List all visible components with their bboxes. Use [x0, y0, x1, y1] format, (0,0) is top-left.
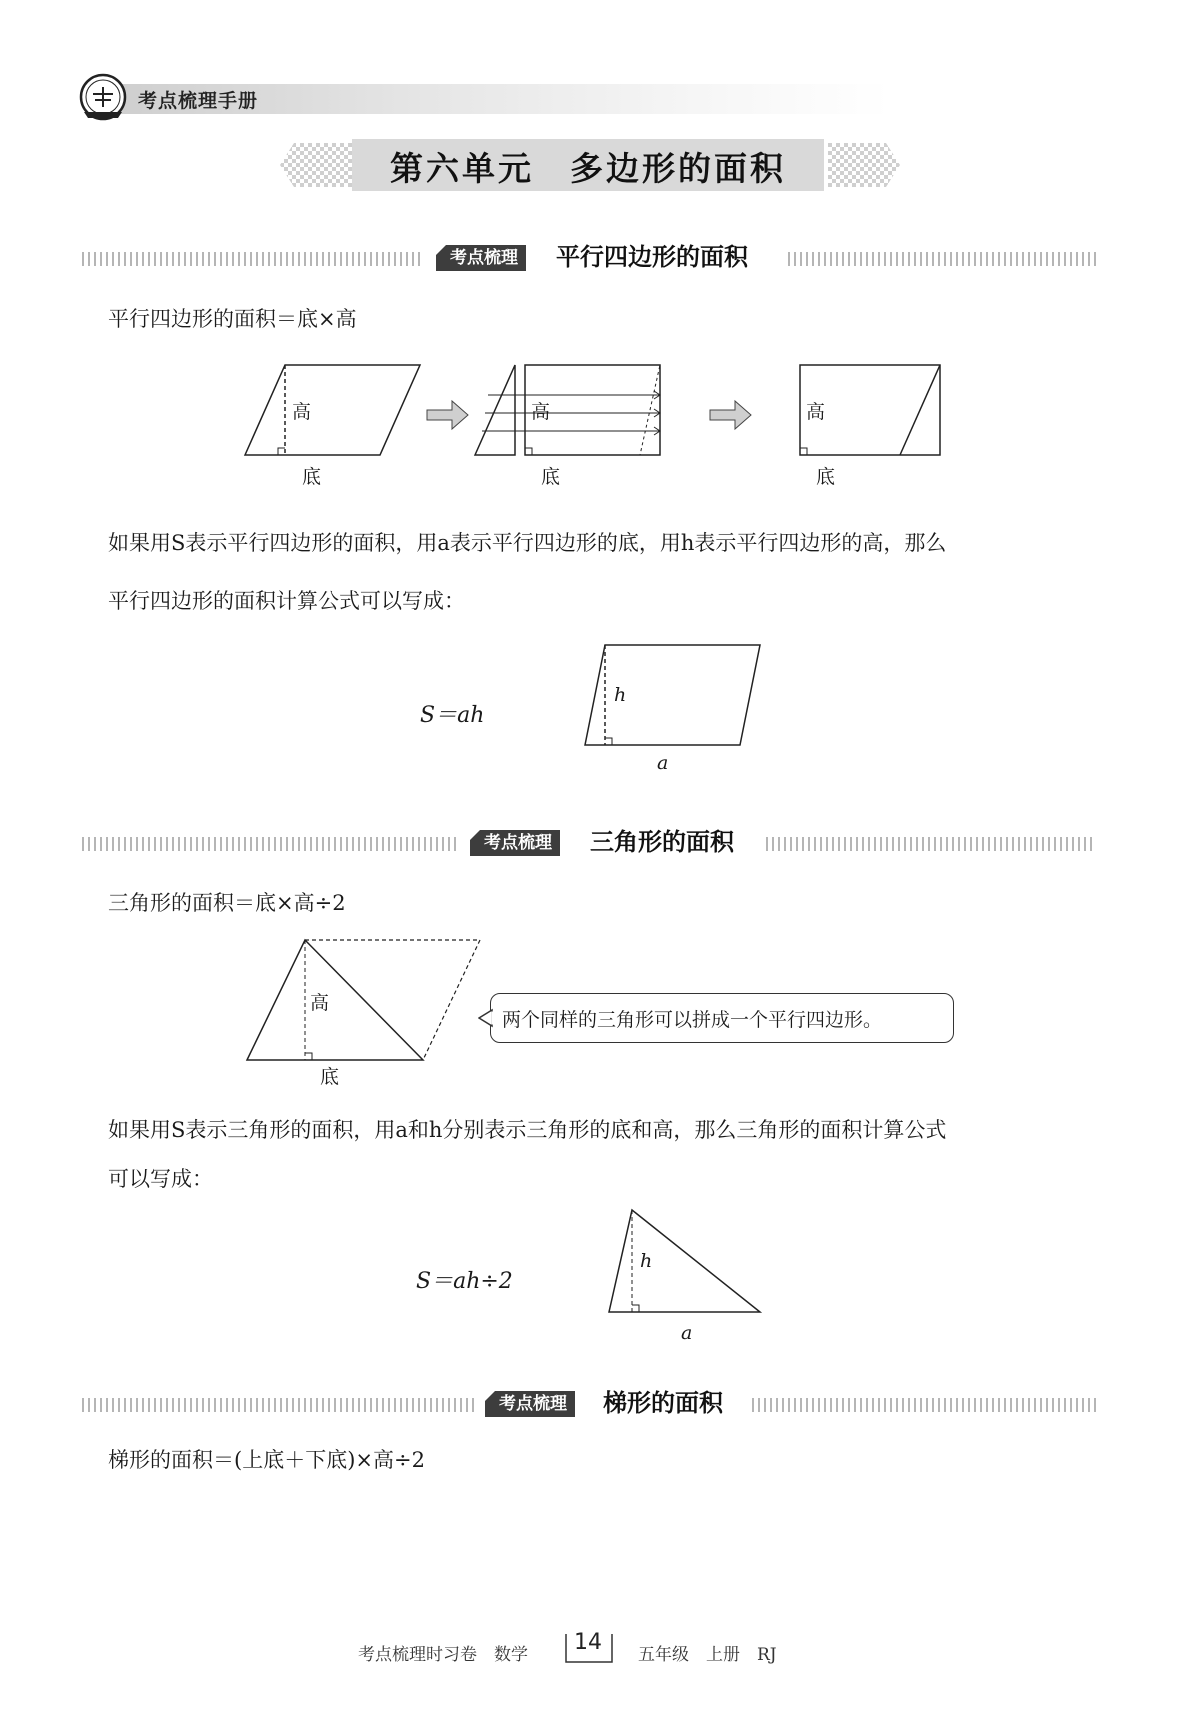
- tag-notch: [485, 1391, 495, 1401]
- section-title-triangle: 三角形的面积: [590, 828, 734, 856]
- fig-label-base: 底: [302, 466, 322, 488]
- fig-label-base: 底: [816, 466, 836, 488]
- section-title-parallelogram: 平行四边形的面积: [556, 243, 748, 271]
- parallelogram-formula-text: 平行四边形的面积＝底×高: [108, 307, 357, 331]
- section-divider: [82, 837, 457, 851]
- fig-label-height: 高: [531, 401, 551, 423]
- parallelogram-transform-diagram: [230, 355, 950, 495]
- fig-label-base: 底: [541, 466, 561, 488]
- bubble-text: 两个同样的三角形可以拼成一个平行四边形。: [502, 1009, 883, 1031]
- footer-book-title: 考点梳理时习卷 数学: [358, 1645, 528, 1665]
- fig-label-height: 高: [310, 992, 330, 1014]
- tag-notch: [470, 830, 480, 840]
- tag-notch: [436, 245, 446, 255]
- triangle-paragraph-line2: 可以写成：: [108, 1167, 213, 1191]
- triangle-paragraph-line1: 如果用S表示三角形的面积，用a和h分别表示三角形的底和高，那么三角形的面积计算公式: [108, 1118, 947, 1142]
- fig-label-a: a: [657, 752, 669, 774]
- section-tag: 考点梳理: [470, 830, 560, 856]
- fig-label-base: 底: [320, 1066, 340, 1088]
- section-divider: [752, 1398, 1096, 1412]
- page-number: 14: [574, 1630, 602, 1655]
- triangle-diagram: [605, 1205, 765, 1320]
- section-title-trapezoid: 梯形的面积: [603, 1389, 723, 1417]
- section-tag: 考点梳理: [485, 1391, 575, 1417]
- triangle-formula-text: 三角形的面积＝底×高÷2: [108, 891, 346, 915]
- publisher-logo-icon: [78, 72, 128, 122]
- parallelogram-diagram: [580, 640, 770, 755]
- triangle-formula: S＝ah÷2: [416, 1269, 513, 1294]
- section-divider: [766, 837, 1096, 851]
- fig-label-height: 高: [292, 401, 312, 423]
- section-divider: [82, 1398, 474, 1412]
- section-divider: [788, 252, 1096, 266]
- parallelogram-paragraph-line1: 如果用S表示平行四边形的面积，用a表示平行四边形的底，用h表示平行四边形的高，那么: [108, 531, 947, 555]
- parallelogram-formula: S＝ah: [420, 703, 485, 728]
- section-divider: [82, 252, 424, 266]
- section-tag: 考点梳理: [436, 245, 526, 271]
- fig-label-height: 高: [806, 401, 826, 423]
- triangle-parallelogram-diagram: [240, 935, 490, 1065]
- header-title: 考点梳理手册: [138, 90, 259, 112]
- fig-label-h: h: [614, 684, 627, 706]
- trapezoid-formula-text: 梯形的面积＝(上底＋下底)×高÷2: [108, 1448, 425, 1472]
- fig-label-a: a: [681, 1322, 693, 1344]
- bubble-pointer: [478, 1008, 494, 1028]
- fig-label-h: h: [640, 1250, 653, 1272]
- unit-title: 第六单元 多边形的面积: [390, 149, 786, 188]
- parallelogram-paragraph-line2: 平行四边形的面积计算公式可以写成：: [108, 589, 465, 613]
- footer-grade-info: 五年级 上册 RJ: [638, 1645, 777, 1665]
